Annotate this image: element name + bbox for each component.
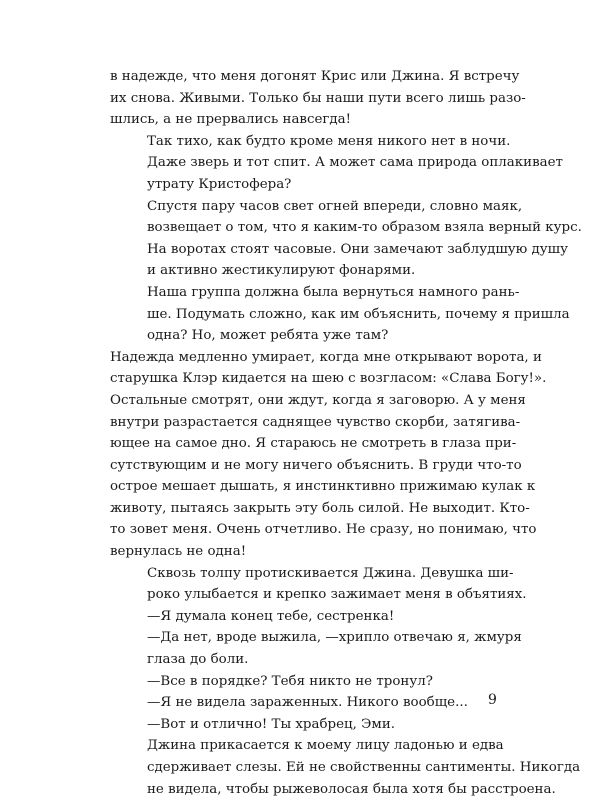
- text-line: —Я думала конец тебе, сестренка!: [147, 608, 395, 624]
- text-line: утрату Кристофера?: [147, 176, 292, 192]
- text-line: внутри разрастается саднящее чувство скорби, затягива-: [110, 414, 521, 430]
- text-line: —Все в порядке? Тебя никто не тронул?: [147, 673, 433, 689]
- text-line: —Да нет, вроде выжила, —хрипло отвечаю я, жмуря: [147, 630, 522, 646]
- paragraph: [110, 196, 582, 282]
- text-line: Сквозь толпу протискивается Джина. Девушка ши-: [147, 565, 514, 581]
- text-line: роко улыбается и крепко зажимает меня в объятиях.: [147, 587, 527, 603]
- text-line: —Вот и отлично! Ты храбрец, Эми.: [147, 716, 395, 732]
- text-line: их снова. Живыми. Только бы наши пути всего лишь разо-: [110, 90, 526, 106]
- paragraph: [110, 131, 563, 196]
- text-line: не видела, чтобы рыжеволосая была хотя бы расстроена.: [147, 781, 556, 797]
- text-line: Так тихо, как будто кроме меня никого нет в ночи.: [147, 133, 511, 149]
- text-flow: [110, 66, 582, 800]
- text-line: животу, пытаясь закрыть эту боль силой. Не выходит. Кто-: [110, 500, 530, 516]
- text-line: сутствующим и не могу ничего объяснить. В груди что-то: [110, 457, 522, 473]
- paragraph: [110, 66, 526, 131]
- text-line: шлись, а не прервались навсегда!: [110, 112, 352, 128]
- paragraph: [110, 563, 527, 606]
- text-line: вернулась не одна!: [110, 544, 247, 560]
- paragraph: [110, 714, 499, 736]
- paragraph: [110, 282, 570, 347]
- text-line: возвещает о том, что я каким-то образом взяла верный курс.: [147, 220, 582, 236]
- text-line: Остальные смотрят, они ждут, когда я заговорю. А у меня: [110, 392, 526, 408]
- text-line: Джина прикасается к моему лицу ладонью и едва: [147, 738, 504, 754]
- text-line: то зовет меня. Очень отчетливо. Не сразу, но понимаю, что: [110, 522, 537, 538]
- text-line: и активно жестикулируют фонарями.: [147, 263, 416, 279]
- paragraph: [110, 735, 581, 800]
- page-number: 9: [488, 692, 497, 708]
- text-line: острое мешает дышать, я инстинктивно прижимаю кулак к: [110, 479, 536, 495]
- text-line: Наша группа должна была вернуться намного рань-: [147, 284, 520, 300]
- text-line: сдерживает слезы. Ей не свойственны сантименты. Никогда: [147, 760, 581, 775]
- text-line: глаза до боли.: [147, 652, 249, 668]
- paragraph: [110, 671, 499, 693]
- text-line: —Я не видела зараженных. Никого вообще...: [147, 695, 468, 711]
- paragraph: [110, 692, 499, 714]
- text-line: Спустя пару часов свет огней впереди, словно маяк,: [147, 198, 523, 214]
- text-line: в надежде, что меня догонят Крис или Джина. Я встречу: [110, 69, 520, 84]
- paragraph: [110, 606, 499, 628]
- paragraph: [110, 627, 522, 670]
- text-line: Даже зверь и тот спит. А может сама природа оплакивает: [147, 155, 563, 171]
- page-body: [110, 66, 582, 800]
- text-line: старушка Клэр кидается на шею с возгласом: «Слава Богу!».: [110, 371, 547, 387]
- text-line: ше. Подумать сложно, как им объяснить, почему я пришла: [147, 306, 570, 322]
- text-line: одна? Но, может ребята уже там?: [147, 328, 389, 344]
- text-line: Надежда медленно умирает, когда мне открывают ворота, и: [110, 349, 542, 365]
- text-line: На воротах стоят часовые. Они замечают заблудшую душу: [147, 241, 569, 257]
- paragraph: [110, 347, 547, 563]
- text-line: ющее на самое дно. Я стараюсь не смотреть в глаза при-: [110, 436, 517, 452]
